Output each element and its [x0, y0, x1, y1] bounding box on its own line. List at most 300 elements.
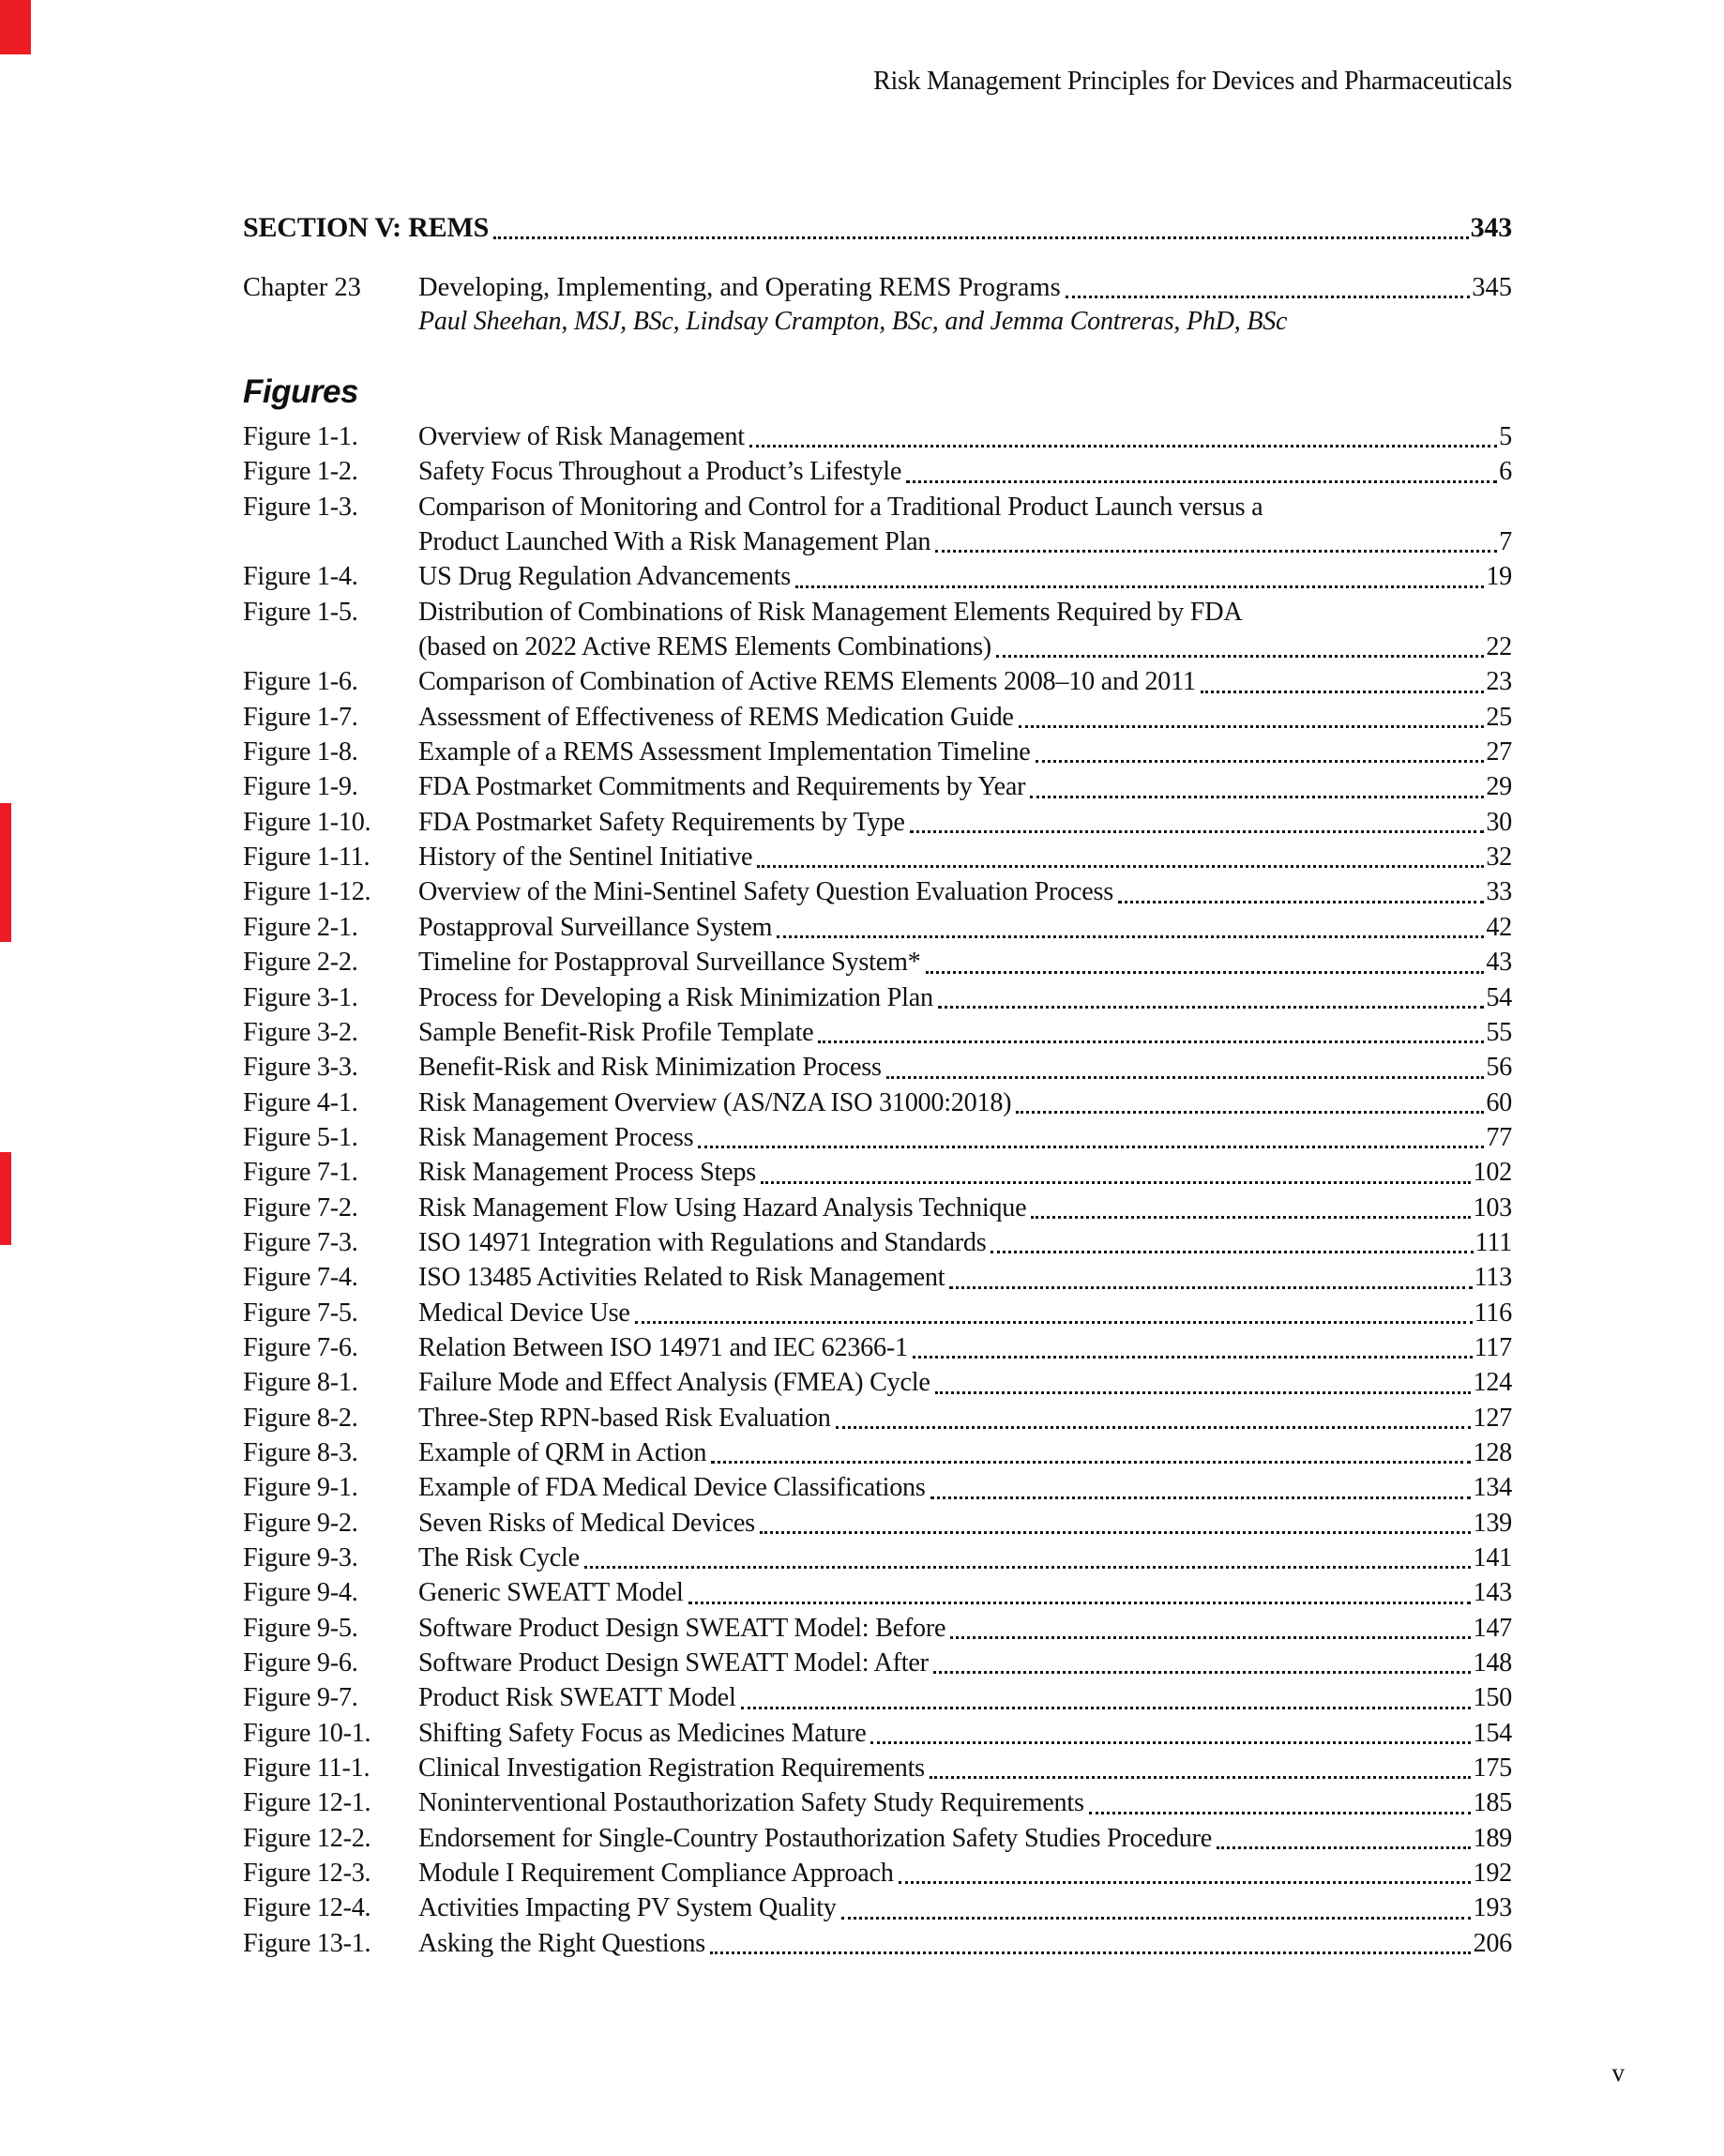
figure-page-number: 154	[1473, 1718, 1512, 1748]
figure-title-line	[418, 1646, 1512, 1680]
figure-title: Overview of the Mini-Sentinel Safety Question Evaluation Process	[418, 877, 1113, 907]
figure-page-number: 102	[1473, 1158, 1512, 1188]
figure-title: Benefit-Risk and Risk Minimization Process	[418, 1053, 882, 1083]
figure-title: Three-Step RPN-based Risk Evaluation	[418, 1403, 831, 1433]
running-header: Risk Management Principles for Devices and Pharmaceuticals	[873, 67, 1512, 96]
dot-leader	[688, 1602, 1472, 1604]
figure-body	[418, 1716, 1512, 1751]
figure-title: Risk Management Process Steps	[418, 1158, 756, 1188]
dot-leader	[1118, 901, 1484, 903]
figure-body	[418, 874, 1512, 909]
figure-page-number: 113	[1474, 1263, 1512, 1293]
figure-title-line	[418, 874, 1512, 909]
dot-leader	[886, 1076, 1485, 1079]
figure-entry	[243, 1086, 1512, 1120]
dot-leader	[1089, 1812, 1472, 1814]
figure-page-number: 192	[1473, 1859, 1512, 1889]
figure-page-number: 147	[1473, 1613, 1512, 1643]
figure-entry	[243, 874, 1512, 909]
figure-entry	[243, 910, 1512, 945]
chapter-authors: Paul Sheehan, MSJ, BSc, Lindsay Crampton, BSc, and Jemma Contreras, PhD, BSc	[418, 307, 1288, 336]
dot-leader	[1016, 1111, 1484, 1114]
dot-leader	[493, 236, 1469, 239]
dot-leader	[935, 550, 1497, 553]
figure-title: Noninterventional Postauthorization Safety Study Requirements	[418, 1788, 1084, 1818]
figure-label: Figure 1-2.	[243, 457, 358, 487]
figure-page-number: 5	[1499, 422, 1512, 451]
scan-edge-mark-top	[0, 0, 31, 54]
figure-entry	[243, 1611, 1512, 1646]
figure-page-number: 42	[1486, 912, 1512, 942]
figure-entry	[243, 1506, 1512, 1541]
figure-title: Comparison of Combination of Active REMS Elements 2008–10 and 2011	[418, 667, 1196, 697]
figure-title: Assessment of Effectiveness of REMS Medication Guide	[418, 702, 1014, 732]
figure-title-line	[418, 1890, 1512, 1925]
figure-title: Safety Focus Throughout a Product’s Lifestyle	[418, 457, 902, 487]
figure-title: Asking the Right Questions	[418, 1928, 705, 1958]
figure-title: FDA Postmarket Commitments and Requirements by Year	[418, 772, 1026, 802]
dot-leader	[635, 1321, 1473, 1324]
figure-page-number: 60	[1486, 1087, 1512, 1117]
figure-title-line	[418, 490, 1512, 524]
figure-entry	[243, 1470, 1512, 1505]
dot-leader	[1217, 1846, 1471, 1849]
figure-entry	[243, 1330, 1512, 1365]
figure-body	[418, 1086, 1512, 1120]
figure-entry	[243, 1785, 1512, 1820]
dot-leader	[933, 1671, 1472, 1674]
figure-title-line	[418, 1575, 1512, 1610]
figure-entry	[243, 1401, 1512, 1435]
dot-leader	[710, 1951, 1472, 1954]
figure-entry	[243, 454, 1512, 489]
figure-body	[418, 1680, 1512, 1715]
figure-label: Figure 9-6.	[243, 1648, 358, 1678]
figure-page-number: 143	[1473, 1578, 1512, 1608]
figure-body	[418, 1401, 1512, 1435]
figure-title: Relation Between ISO 14971 and IEC 62366-1	[418, 1332, 908, 1362]
dot-leader	[950, 1636, 1471, 1639]
figure-title: Distribution of Combinations of Risk Management Elements Required by FDA	[418, 597, 1243, 627]
figure-entry	[243, 595, 1512, 665]
figure-entry	[243, 1856, 1512, 1890]
figure-title-line	[418, 1926, 1512, 1961]
figure-label: Figure 12-1.	[243, 1788, 371, 1818]
figure-title-line	[418, 1821, 1512, 1856]
figure-body	[418, 1926, 1512, 1961]
dot-leader	[913, 1356, 1473, 1359]
figure-body	[418, 700, 1512, 735]
figure-label: Figure 1-7.	[243, 702, 358, 732]
figure-label: Figure 1-12.	[243, 877, 371, 907]
figure-title: Timeline for Postapproval Surveillance System*	[418, 948, 921, 978]
figure-entry	[243, 1050, 1512, 1085]
figure-entry	[243, 1680, 1512, 1715]
figure-entry	[243, 1191, 1512, 1225]
figure-entry	[243, 1225, 1512, 1260]
figure-title-line	[418, 1716, 1512, 1751]
figure-entry	[243, 1365, 1512, 1400]
figure-title-line	[418, 419, 1512, 454]
dot-leader	[698, 1146, 1484, 1148]
figure-title-line	[418, 980, 1512, 1015]
figure-title: Medical Device Use	[418, 1298, 630, 1328]
figures-heading: Figures	[243, 373, 358, 410]
figure-title: US Drug Regulation Advancements	[418, 562, 791, 592]
figure-title-line	[418, 1120, 1512, 1155]
figure-title: Product Launched With a Risk Management Plan	[418, 527, 931, 557]
figure-entry	[243, 1751, 1512, 1785]
figure-body	[418, 769, 1512, 804]
figure-body	[418, 945, 1512, 979]
figure-label: Figure 7-4.	[243, 1263, 358, 1293]
figure-page-number: 127	[1473, 1403, 1512, 1433]
figure-title: Risk Management Overview (AS/NZA ISO 31000:2018)	[418, 1087, 1012, 1117]
figure-title: Generic SWEATT Model	[418, 1578, 684, 1608]
figure-label: Figure 9-2.	[243, 1508, 358, 1538]
figure-page-number: 19	[1486, 562, 1512, 592]
toc-section-row	[243, 210, 1512, 246]
figure-title-line	[418, 1260, 1512, 1295]
figure-body	[418, 1260, 1512, 1295]
figure-entry	[243, 664, 1512, 699]
figure-page-number: 128	[1473, 1437, 1512, 1467]
dot-leader	[795, 585, 1484, 588]
figure-body	[418, 559, 1512, 594]
figure-title: Sample Benefit-Risk Profile Template	[418, 1017, 814, 1047]
page-folio: v	[1611, 2058, 1625, 2087]
figure-body	[418, 1225, 1512, 1260]
figure-title-line	[418, 1401, 1512, 1435]
figure-body	[418, 1191, 1512, 1225]
dot-leader	[741, 1707, 1472, 1709]
figure-label: Figure 7-6.	[243, 1332, 358, 1362]
figure-page-number: 124	[1473, 1368, 1512, 1398]
dot-leader	[749, 445, 1497, 448]
chapter-page-number: 345	[1472, 273, 1512, 302]
figure-title: Clinical Investigation Registration Requirements	[418, 1754, 925, 1784]
figure-title: Failure Mode and Effect Analysis (FMEA) Cycle	[418, 1368, 930, 1398]
chapter-title: Developing, Implementing, and Operating REMS Programs	[418, 273, 1061, 302]
figure-label: Figure 12-3.	[243, 1859, 371, 1889]
figure-page-number: 6	[1499, 457, 1512, 487]
figure-title: Seven Risks of Medical Devices	[418, 1508, 755, 1538]
figure-entry	[243, 980, 1512, 1015]
figure-label: Figure 1-6.	[243, 667, 358, 697]
figure-body	[418, 454, 1512, 489]
dot-leader	[991, 1251, 1473, 1253]
figure-title-line	[418, 1856, 1512, 1890]
figure-title-line	[418, 1680, 1512, 1715]
figure-label: Figure 7-2.	[243, 1192, 358, 1222]
dot-leader	[761, 1181, 1472, 1184]
figure-title: Risk Management Process	[418, 1122, 694, 1152]
figure-title-line	[418, 1086, 1512, 1120]
figure-page-number: 148	[1473, 1648, 1512, 1678]
figure-label: Figure 8-3.	[243, 1437, 358, 1467]
figure-label: Figure 1-9.	[243, 772, 358, 802]
dot-leader	[926, 971, 1485, 974]
chapter-title-line	[418, 271, 1512, 305]
figure-page-number: 33	[1486, 877, 1512, 907]
figure-label: Figure 7-3.	[243, 1227, 358, 1257]
figure-title: ISO 13485 Activities Related to Risk Management	[418, 1263, 945, 1293]
figure-title-line	[418, 1611, 1512, 1646]
figure-body	[418, 1541, 1512, 1575]
figure-page-number: 206	[1473, 1928, 1512, 1958]
figure-label: Figure 2-1.	[243, 912, 358, 942]
figure-body	[418, 840, 1512, 874]
dot-leader	[938, 1006, 1485, 1009]
figure-label: Figure 1-1.	[243, 422, 358, 451]
figure-body	[418, 1470, 1512, 1505]
dot-leader	[757, 865, 1484, 868]
figure-title-line	[418, 1541, 1512, 1575]
dot-leader	[949, 1286, 1472, 1289]
figure-title-line	[418, 1365, 1512, 1400]
figure-label: Figure 8-2.	[243, 1403, 358, 1433]
figure-page-number: 55	[1486, 1017, 1512, 1047]
figure-label: Figure 7-1.	[243, 1158, 358, 1188]
figure-page-number: 30	[1486, 807, 1512, 837]
figure-title: Process for Developing a Risk Minimization Plan	[418, 982, 933, 1012]
figure-entry	[243, 769, 1512, 804]
figure-body	[418, 1890, 1512, 1925]
figure-label: Figure 2-2.	[243, 948, 358, 978]
figure-title-line	[418, 1435, 1512, 1470]
figure-title-line	[418, 1330, 1512, 1365]
figure-title-line	[418, 1015, 1512, 1050]
figure-label: Figure 9-3.	[243, 1543, 358, 1572]
figure-body	[418, 419, 1512, 454]
dot-leader	[841, 1917, 1472, 1920]
figure-body	[418, 1015, 1512, 1050]
figure-entry	[243, 735, 1512, 769]
figure-label: Figure 1-5.	[243, 597, 358, 627]
figure-page-number: 193	[1473, 1893, 1512, 1923]
dot-leader	[1030, 796, 1484, 798]
figure-title-line	[418, 945, 1512, 979]
figure-title: (based on 2022 Active REMS Elements Combinations)	[418, 632, 991, 662]
figure-title: Example of a REMS Assessment Implementation Timeline	[418, 737, 1031, 767]
figure-title: Product Risk SWEATT Model	[418, 1683, 736, 1713]
figure-title-line	[418, 1050, 1512, 1085]
dot-leader	[906, 480, 1497, 483]
figure-entry	[243, 1716, 1512, 1751]
figure-entry	[243, 1890, 1512, 1925]
figure-page-number: 22	[1486, 632, 1512, 662]
figure-entry	[243, 419, 1512, 454]
figure-entry	[243, 1435, 1512, 1470]
figure-label: Figure 1-8.	[243, 737, 358, 767]
dot-leader	[910, 830, 1485, 833]
figure-body	[418, 980, 1512, 1015]
figure-label: Figure 1-11.	[243, 843, 371, 873]
figure-entry	[243, 1646, 1512, 1680]
figure-title: Shifting Safety Focus as Medicines Mature	[418, 1718, 867, 1748]
figure-page-number: 29	[1486, 772, 1512, 802]
figure-label: Figure 3-1.	[243, 982, 358, 1012]
figure-page-number: 56	[1486, 1053, 1512, 1083]
figure-entry	[243, 945, 1512, 979]
figure-title-line	[418, 1506, 1512, 1541]
figure-body	[418, 1330, 1512, 1365]
figure-title-line	[418, 769, 1512, 804]
figure-page-number: 54	[1486, 982, 1512, 1012]
figure-body	[418, 1611, 1512, 1646]
figure-title-line	[418, 664, 1512, 699]
figure-title: Activities Impacting PV System Quality	[418, 1893, 837, 1923]
figure-title-line	[418, 700, 1512, 735]
figure-label: Figure 12-4.	[243, 1893, 371, 1923]
dot-leader	[1201, 691, 1485, 693]
dot-leader	[996, 655, 1484, 658]
figure-body	[418, 1296, 1512, 1330]
figure-body	[418, 1506, 1512, 1541]
dot-leader	[777, 935, 1484, 938]
chapter-body	[418, 271, 1512, 339]
figure-page-number: 139	[1473, 1508, 1512, 1538]
figure-page-number: 117	[1474, 1332, 1512, 1362]
figure-entry	[243, 559, 1512, 594]
figure-page-number: 116	[1474, 1298, 1512, 1328]
figure-entry	[243, 1541, 1512, 1575]
figure-title: The Risk Cycle	[418, 1543, 580, 1572]
figure-body	[418, 910, 1512, 945]
figure-page-number: 141	[1473, 1543, 1512, 1572]
figure-label: Figure 1-10.	[243, 807, 371, 837]
figure-label: Figure 1-3.	[243, 492, 358, 522]
figures-list	[243, 419, 1512, 1961]
figure-title-line	[418, 840, 1512, 874]
figure-title-line	[418, 735, 1512, 769]
figure-entry	[243, 1296, 1512, 1330]
figure-label: Figure 5-1.	[243, 1122, 358, 1152]
figure-body	[418, 1365, 1512, 1400]
figure-title-line	[418, 595, 1512, 630]
toc-chapter-row	[243, 271, 1512, 339]
figure-label: Figure 7-5.	[243, 1298, 358, 1328]
dot-leader	[935, 1391, 1472, 1394]
figure-page-number: 175	[1473, 1754, 1512, 1784]
figure-label: Figure 9-4.	[243, 1578, 358, 1608]
dot-leader	[836, 1426, 1472, 1429]
figure-title-line	[418, 454, 1512, 489]
figure-entry	[243, 1260, 1512, 1295]
figure-body	[418, 1120, 1512, 1155]
dot-leader	[1066, 296, 1471, 298]
figure-body	[418, 1751, 1512, 1785]
figure-page-number: 43	[1486, 948, 1512, 978]
figure-title: ISO 14971 Integration with Regulations and Standards	[418, 1227, 987, 1257]
figure-page-number: 25	[1486, 702, 1512, 732]
figure-title: Example of QRM in Action	[418, 1437, 707, 1467]
figure-title: History of the Sentinel Initiative	[418, 843, 753, 873]
figure-label: Figure 3-2.	[243, 1017, 358, 1047]
figure-title-line	[418, 910, 1512, 945]
dot-leader	[930, 1496, 1472, 1499]
figure-body	[418, 490, 1512, 560]
figure-title: Comparison of Monitoring and Control for a Traditional Product Launch versus a	[418, 492, 1263, 522]
figure-title-line	[418, 1225, 1512, 1260]
dot-leader	[1019, 725, 1485, 728]
figure-entry	[243, 490, 1512, 560]
figure-title-line	[418, 1751, 1512, 1785]
section-title: SECTION V: REMS	[243, 212, 490, 243]
page-content	[243, 0, 1512, 1961]
scan-edge-mark-lower	[0, 1152, 11, 1245]
chapter-label: Chapter 23	[243, 273, 361, 302]
figure-page-number: 111	[1474, 1227, 1512, 1257]
figure-title-line	[418, 559, 1512, 594]
dot-leader	[1031, 1216, 1471, 1219]
figure-label: Figure 3-3.	[243, 1053, 358, 1083]
figure-page-number: 185	[1473, 1788, 1512, 1818]
section-page-number: 343	[1470, 212, 1512, 243]
figure-title: FDA Postmarket Safety Requirements by Type	[418, 807, 905, 837]
dot-leader	[930, 1776, 1472, 1779]
figure-page-number: 7	[1499, 527, 1512, 557]
dot-leader	[870, 1741, 1471, 1744]
figure-entry	[243, 1575, 1512, 1610]
figure-page-number: 189	[1473, 1823, 1512, 1853]
figure-entry	[243, 1120, 1512, 1155]
figure-body	[418, 595, 1512, 665]
figure-label: Figure 1-4.	[243, 562, 358, 592]
figure-body	[418, 1856, 1512, 1890]
dot-leader	[899, 1881, 1472, 1884]
figure-body	[418, 1050, 1512, 1085]
figure-title-line	[418, 630, 1512, 664]
figure-page-number: 103	[1473, 1192, 1512, 1222]
figure-label: Figure 9-5.	[243, 1613, 358, 1643]
figure-entry	[243, 700, 1512, 735]
figure-page-number: 134	[1473, 1473, 1512, 1503]
figure-title-line	[418, 1470, 1512, 1505]
figure-entry	[243, 1155, 1512, 1190]
dot-leader	[818, 1040, 1484, 1043]
figure-entry	[243, 805, 1512, 840]
figure-label: Figure 11-1.	[243, 1754, 371, 1784]
figure-label: Figure 9-7.	[243, 1683, 358, 1713]
figure-label: Figure 12-2.	[243, 1823, 371, 1853]
figure-entry	[243, 1926, 1512, 1961]
figure-body	[418, 1821, 1512, 1856]
figure-entry	[243, 1015, 1512, 1050]
figure-title: Example of FDA Medical Device Classifications	[418, 1473, 926, 1503]
figure-label: Figure 8-1.	[243, 1368, 358, 1398]
figure-title: Module I Requirement Compliance Approach	[418, 1859, 894, 1889]
figure-body	[418, 1575, 1512, 1610]
dot-leader	[760, 1531, 1472, 1534]
figure-title-line	[418, 805, 1512, 840]
figure-label: Figure 10-1.	[243, 1718, 371, 1748]
figure-title: Risk Management Flow Using Hazard Analysis Technique	[418, 1192, 1027, 1222]
figure-title-line	[418, 1296, 1512, 1330]
figure-label: Figure 9-1.	[243, 1473, 358, 1503]
figure-page-number: 23	[1486, 667, 1512, 697]
figure-title-line	[418, 524, 1512, 559]
figure-title: Endorsement for Single-Country Postauthorization Safety Studies Procedure	[418, 1823, 1213, 1853]
scan-edge-mark-middle	[0, 803, 11, 942]
figure-page-number: 27	[1486, 737, 1512, 767]
figure-entry	[243, 1821, 1512, 1856]
figure-page-number: 150	[1473, 1683, 1512, 1713]
dot-leader	[584, 1566, 1472, 1569]
figure-page-number: 32	[1486, 843, 1512, 873]
figure-title: Software Product Design SWEATT Model: Before	[418, 1613, 946, 1643]
figure-title: Postapproval Surveillance System	[418, 912, 773, 942]
